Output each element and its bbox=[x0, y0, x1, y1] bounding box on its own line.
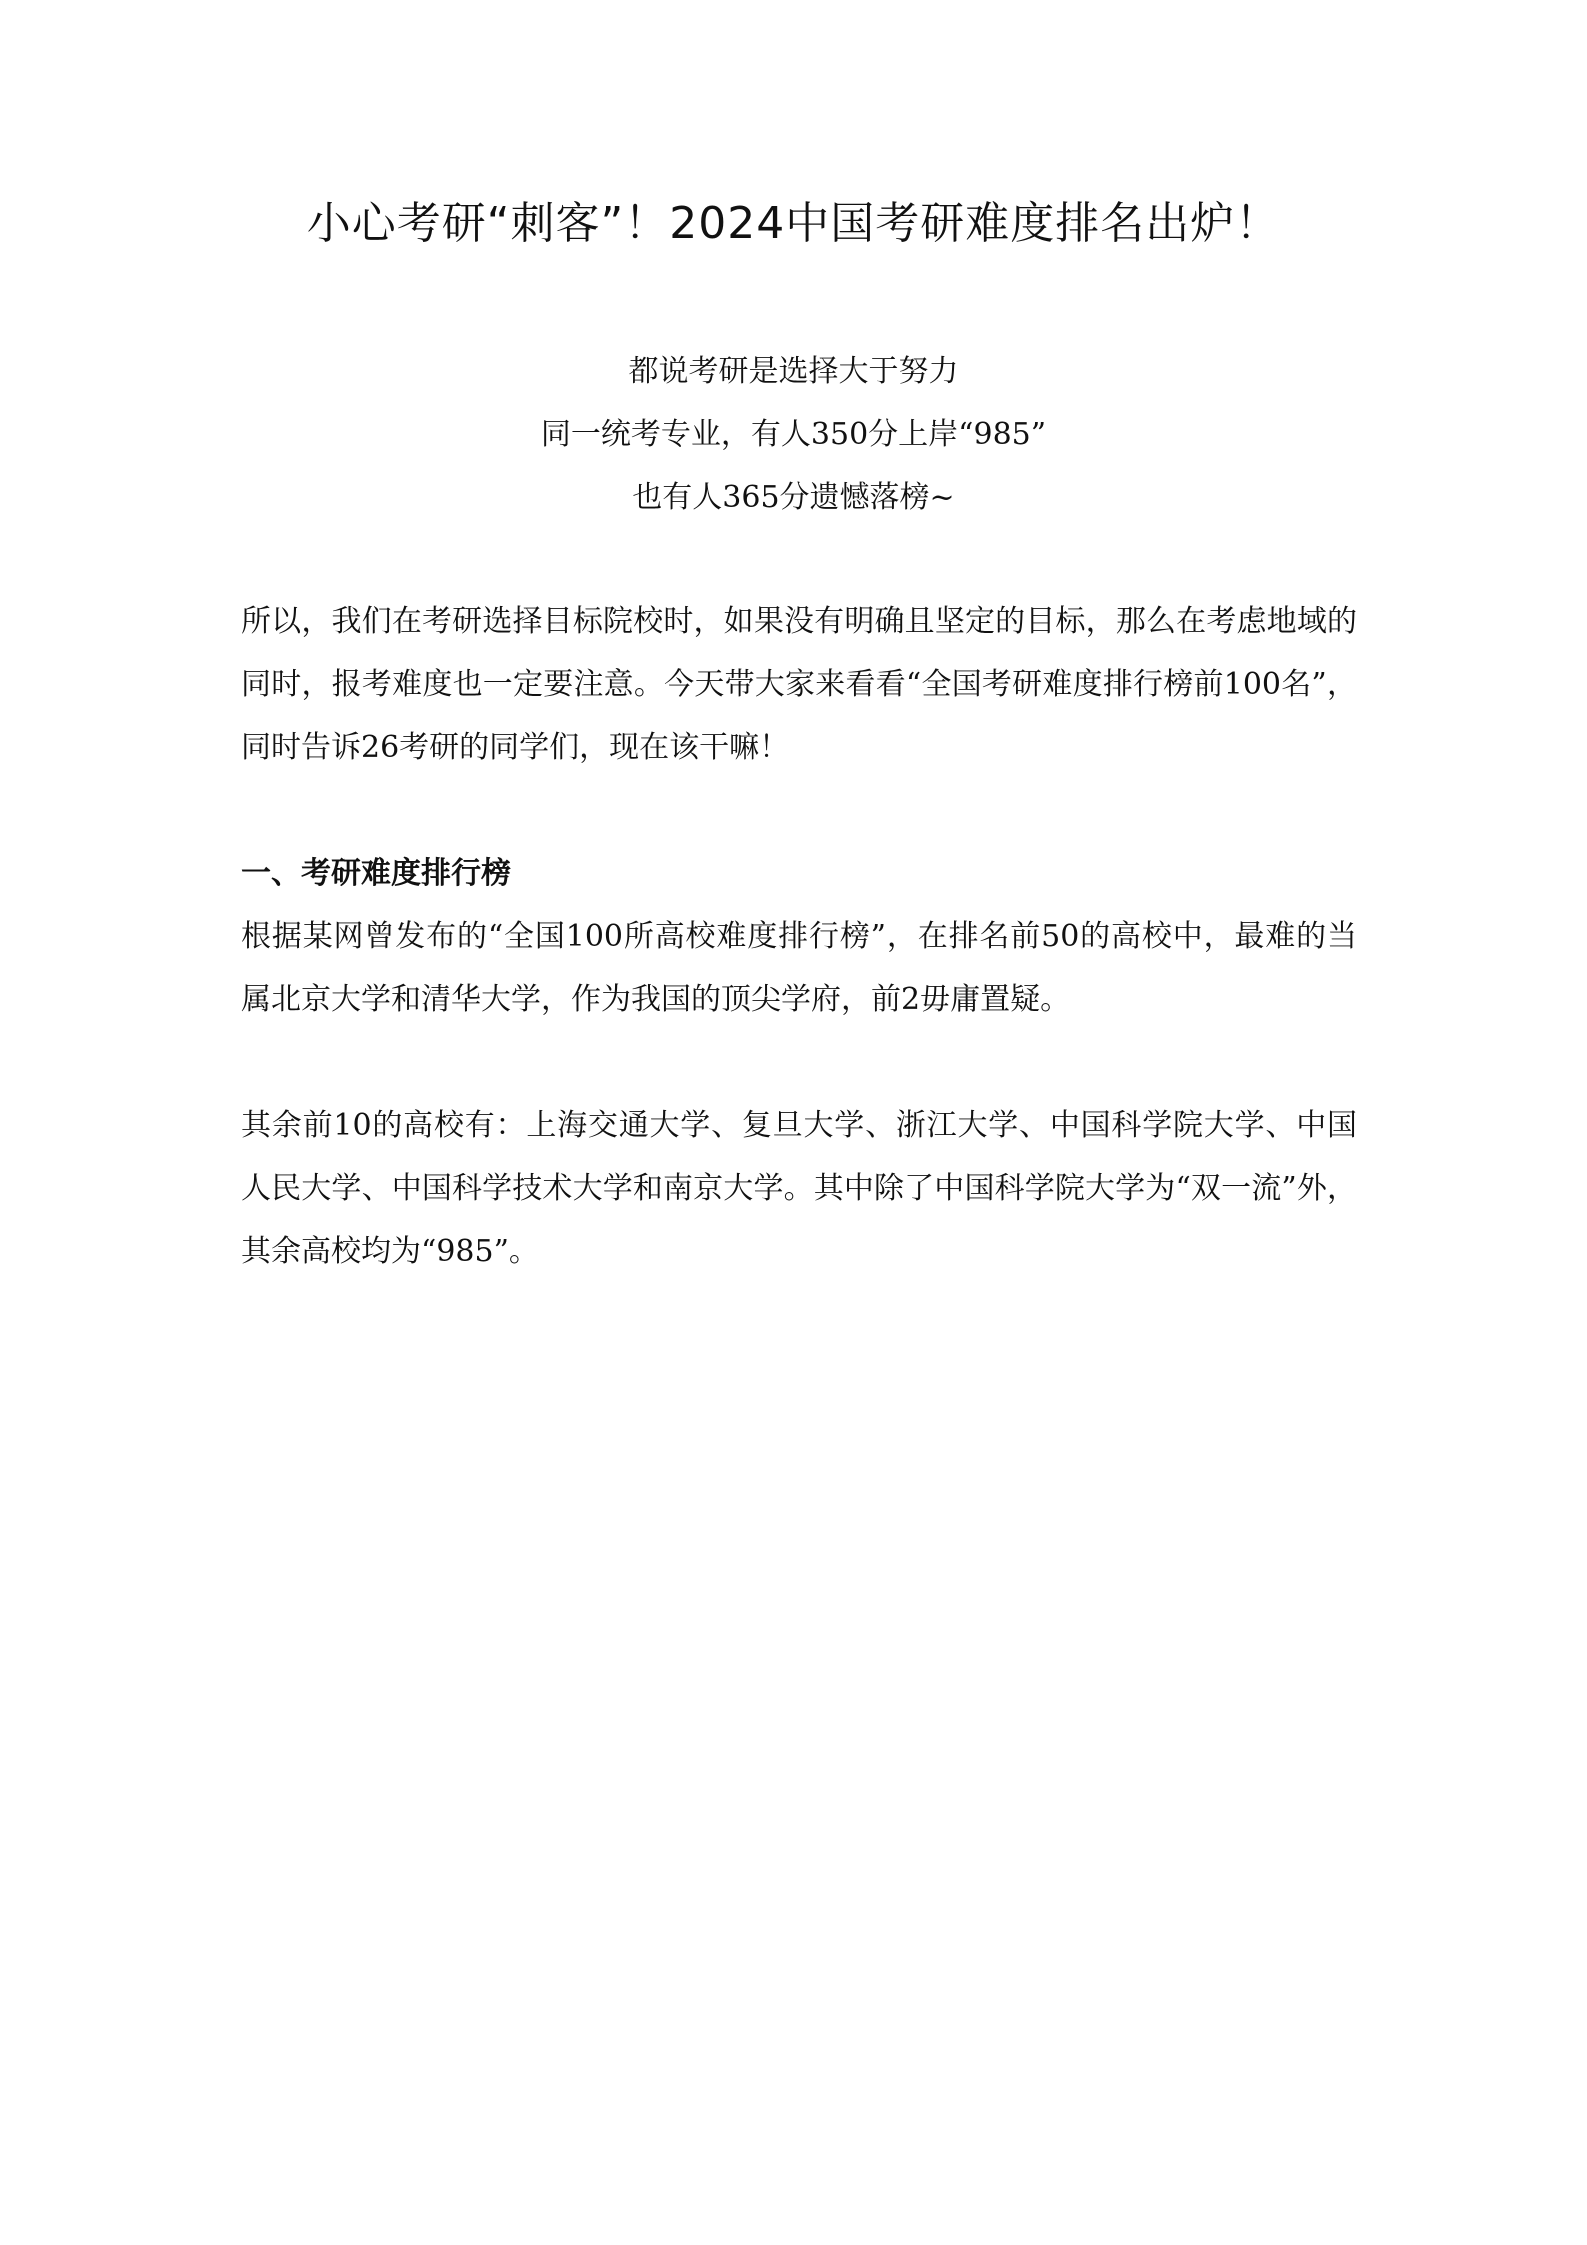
intro-line: 同一统考专业，有人350分上岸“985” bbox=[540, 417, 1047, 452]
intro-line: 也有人365分遗憾落榜~ bbox=[632, 480, 955, 515]
section-heading: 一、考研难度排行榜 bbox=[241, 856, 511, 891]
intro-block bbox=[0, 340, 1587, 529]
paragraph-text: 所以，我们在考研选择目标院校时，如果没有明确且坚定的目标，那么在考虑地域的同时，报考难度也一定要注意。今天带大家来看看“全国考研难度排行榜前100名”，同时告诉26考研的同学们，现在该干嘛！ bbox=[241, 604, 1357, 765]
paragraph-text: 其余前10的高校有：上海交通大学、复旦大学、浙江大学、中国科学院大学、中国人民大学、中国科学技术大学和南京大学。其中除了中国科学院大学为“双一流”外，其余高校均为“985”。 bbox=[241, 1108, 1357, 1269]
paragraph bbox=[241, 905, 1357, 1031]
paragraph bbox=[241, 590, 1357, 779]
intro-line: 都说考研是选择大于努力 bbox=[628, 354, 959, 389]
paragraph bbox=[241, 1094, 1357, 1283]
document-title: 小心考研“刺客”！2024中国考研难度排名出炉！ bbox=[306, 198, 1281, 249]
paragraph-text: 根据某网曾发布的“全国100所高校难度排行榜”，在排名前50的高校中，最难的当属北京大学和清华大学，作为我国的顶尖学府，前2毋庸置疑。 bbox=[241, 919, 1357, 1017]
